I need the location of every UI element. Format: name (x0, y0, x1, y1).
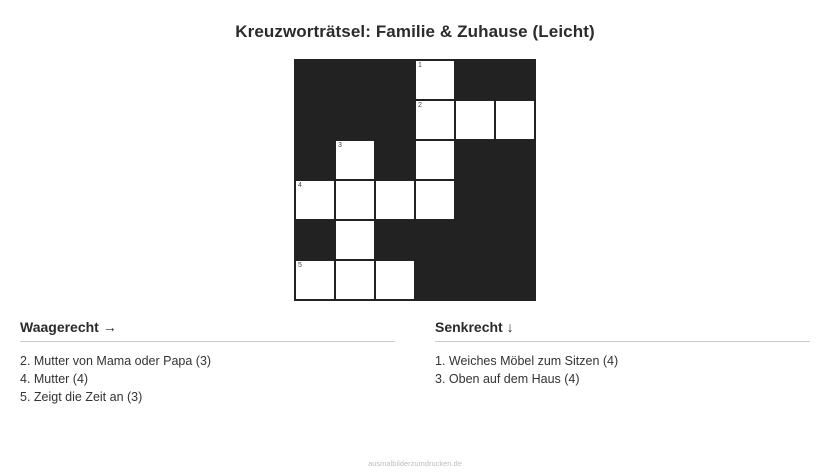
grid-cell-open[interactable] (335, 260, 375, 300)
grid-cell-block (375, 100, 415, 140)
grid-cell-block (495, 260, 535, 300)
clue-item: 3. Oben auf dem Haus (4) (435, 372, 580, 386)
grid-cell-block (415, 260, 455, 300)
grid-cell-open[interactable] (295, 260, 335, 300)
grid-cell-open[interactable] (415, 100, 455, 140)
grid-cell-block (495, 60, 535, 100)
grid-cell-block (455, 140, 495, 180)
footer-watermark: ausmalbilderzumdrucken.de (368, 459, 462, 468)
grid-cell-block (495, 140, 535, 180)
grid-cell-block (375, 140, 415, 180)
grid-cell-block (495, 220, 535, 260)
clues-across-heading: Waagerecht → (20, 319, 395, 342)
crossword-grid-wrapper (0, 59, 830, 301)
clues-across (20, 319, 395, 406)
clue-item: 5. Zeigt die Zeit an (3) (20, 390, 143, 404)
grid-cell-number: 5 (298, 262, 302, 269)
clue-item: 1. Weiches Möbel zum Sitzen (4) (435, 354, 619, 368)
grid-cell-open[interactable] (335, 220, 375, 260)
grid-cell-open[interactable] (295, 180, 335, 220)
grid-cell-open[interactable] (415, 180, 455, 220)
grid-cell-number: 3 (338, 142, 342, 149)
grid-cell-number: 2 (418, 102, 422, 109)
grid-cell-block (375, 220, 415, 260)
grid-cell-open[interactable] (455, 100, 495, 140)
grid-cell-open[interactable] (335, 140, 375, 180)
clue-item: 2. Mutter von Mama oder Papa (3) (20, 354, 212, 368)
grid-cell-block (295, 60, 335, 100)
grid-cell-open[interactable] (495, 100, 535, 140)
page-title: Kreuzworträtsel: Familie & Zuhause (Leicht) (235, 22, 595, 41)
grid-cell-open[interactable] (415, 60, 455, 100)
grid-cell-block (415, 220, 455, 260)
grid-cell-block (495, 180, 535, 220)
grid-cell-block (335, 60, 375, 100)
grid-cell-block (335, 100, 375, 140)
grid-cell-block (295, 140, 335, 180)
clue-item: 4. Mutter (4) (20, 372, 89, 386)
grid-cell-number: 4 (298, 182, 302, 189)
clues-down (435, 319, 810, 406)
clues-section (0, 319, 830, 406)
grid-cell-open[interactable] (375, 180, 415, 220)
grid-cell-block (375, 60, 415, 100)
grid-cell-block (295, 100, 335, 140)
grid-cell-open[interactable] (415, 140, 455, 180)
crossword-grid[interactable] (294, 59, 536, 301)
clues-down-heading: Senkrecht ↓ (435, 319, 810, 342)
grid-cell-block (455, 220, 495, 260)
clues-down-list (435, 352, 810, 388)
clues-across-list (20, 352, 395, 406)
grid-cell-block (455, 60, 495, 100)
grid-cell-block (455, 180, 495, 220)
grid-cell-block (295, 220, 335, 260)
grid-cell-open[interactable] (375, 260, 415, 300)
grid-cell-number: 1 (418, 62, 422, 69)
grid-cell-block (455, 260, 495, 300)
grid-cell-open[interactable] (335, 180, 375, 220)
